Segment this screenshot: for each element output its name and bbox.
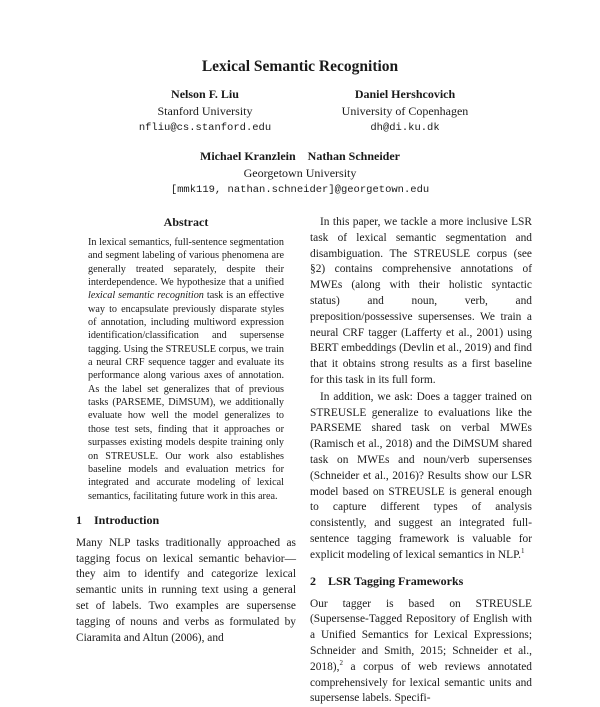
abstract-text-part: task is an effective way to encapsulate previously disparate styles of annotation, including multiword expression identification/classification and supersense tagging. Using the STREUSLE corpus, we train a neural CRF sequence tagger and evaluate its performance along various axes of annotation. As the label set generalizes that of previous tasks (PARSEME, DiMSUM), we additionally evaluate how well the model generalizes to those test sets, finding that it approaches or surpasses existing models despite training only on STREUSLE. Our work also establishes baseline models and evaluation metrics for integrated and accurate modeling of lexical semantics, facilitating future work in this area.	[88, 290, 285, 502]
author-affiliation: Stanford University	[157, 104, 253, 118]
author-name: Daniel Hershcovich	[354, 87, 456, 101]
abstract-italic-term: lexical semantic recognition	[88, 290, 204, 302]
author-block-2	[305, 86, 505, 137]
section-number: 2	[310, 573, 316, 588]
abstract-heading: Abstract	[163, 215, 209, 229]
right-column	[310, 215, 532, 707]
author-email: nfliu@cs.stanford.edu	[138, 122, 272, 134]
author-email: [mmk119, nathan.schneider]@georgetown.edu	[170, 184, 430, 196]
section-heading	[76, 513, 296, 528]
section-title: LSR Tagging Frameworks	[328, 573, 464, 588]
author-name: Nelson F. Liu	[171, 87, 239, 101]
section-text-part: a corpus of web reviews annotated comprehensively for lexical semantic units and supersense labels. Specifi-	[310, 660, 532, 705]
abstract-text-part: In lexical semantics, full-sentence segmentation and segment labeling of various phenomena are generally treated separately, despite their interdependence. We hypothesize that a unified	[88, 237, 284, 289]
footnote-marker: 2	[339, 658, 343, 667]
section-number: 1	[76, 512, 82, 527]
section-text: Many NLP tasks traditionally approached as tagging focus on lexical semantic behavior—they aim to identify and categorize lexical semantic units in running text using a general set of labels. Two examples are supersense tagging of nouns and verbs as formulated by Ciaramita and Altun (2006), and	[76, 536, 296, 644]
author-affiliation: Georgetown University	[243, 166, 357, 180]
footnote-marker: 1	[521, 546, 525, 555]
author-email: dh@di.ku.dk	[370, 122, 440, 134]
body-paragraph-text: In addition, we ask: Does a tagger trained on STREUSLE generalize to evaluations like the PARSEME shared task on verbal MWEs (Ramisch et al., 2018) and the DiMSUM shared task on MWEs and noun/verb supersenses (Schneider et al., 2016)? Results show our LSR model based on STREUSLE is general enough to capture different types of analysis consistently, and suggest an integrated full-sentence tagging framework is valuable for explicit modeling of lexical semantics in NLP.	[310, 390, 532, 561]
author-block-1	[110, 86, 300, 137]
author-name: Michael Kranzlein Nathan Schneider	[200, 149, 400, 163]
abstract-text	[76, 236, 296, 503]
section-text	[310, 597, 532, 707]
section-heading	[310, 574, 532, 589]
author-block-3	[100, 148, 500, 199]
paper-title: Lexical Semantic Recognition	[201, 58, 399, 75]
left-column	[76, 215, 296, 646]
body-paragraph	[310, 390, 532, 564]
section-title: Introduction	[94, 512, 160, 527]
section-text-part: Our tagger is based on STREUSLE (Supersense-Tagged Repository of English with a Unified Semantics for Lexical Expressions; Schneider and Smith, 2015; Schneider et al., 2018),	[310, 597, 532, 673]
author-affiliation: University of Copenhagen	[341, 104, 469, 118]
body-paragraph: In this paper, we tackle a more inclusive LSR task of lexical semantic segmentation and disambiguation. The STREUSLE corpus (see §2) contains comprehensive annotations of MWEs (along with their holistic syntactic status) and noun, verb, and preposition/possessive supersenses. We train a neural CRF tagger (Lafferty et al., 2001) using BERT embeddings (Devlin et al., 2019) and find that it obtains strong results as a first baseline for this task in its full form.	[310, 216, 532, 386]
